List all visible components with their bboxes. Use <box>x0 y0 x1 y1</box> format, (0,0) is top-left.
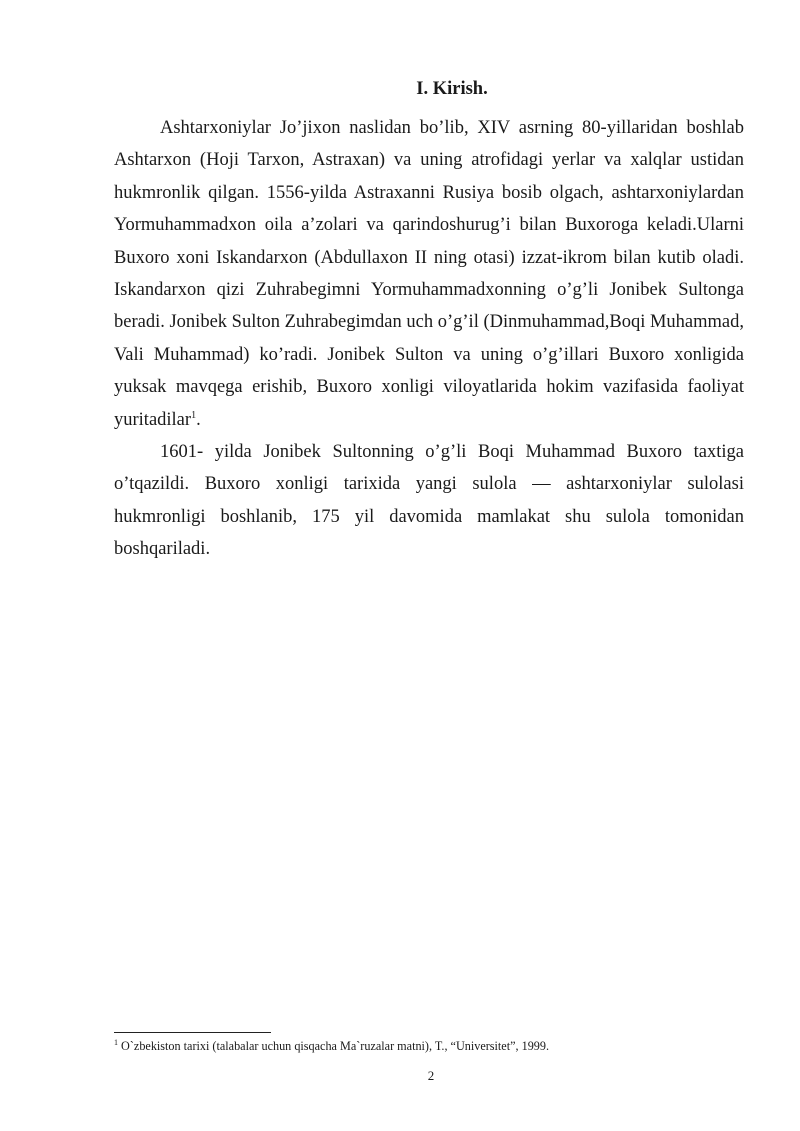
page-number: 2 <box>427 1068 435 1083</box>
paragraph-1-text: Ashtarxoniylar Jo’jixon naslidan bo’lib, XIV asrning 80-yillaridan boshlab Ashtarxon (Hoji Tarxon, Astraxan) va uning atrofidagi yerlar va xalqlar ustidan hukmronlik qilgan. 1556-yilda Astraxanni Rusiya bosib olgach, ashtarxoniylardan Yormuhammadxon oila a’zolari va qarindoshurug’i bilan Buxoroga keladi.Ularni Buxoro xoni Iskandarxon (Abdullaxon II ning otasi) izzat-ikrom bilan kutib oladi. Iskandarxon qizi Zuhrabegimni Yormuhammadxonning o’g’li Jonibek Sultonga beradi. Jonibek Sulton Zuhrabegimdan uch o’g’il (Dinmuhammad,Boqi Muhammad, Vali Muhammad) ko’radi. Jonibek Sulton va uning o’g’illari Buxoro xonligida yuksak mavqega erishib, Buxoro xonligi viloyatlarida hokim vazifasida faoliyat yuritadilar <box>114 118 744 430</box>
footnote-marker: 1 <box>114 1037 118 1047</box>
footnote-separator <box>114 1032 271 1033</box>
footnote-reference: 1 <box>191 409 197 421</box>
paragraph-2 <box>114 436 744 566</box>
body-text <box>114 112 744 566</box>
paragraph-1-end: . <box>196 409 201 430</box>
section-heading: I. Kirish. <box>416 79 488 99</box>
footnote-text: O`zbekiston tarixi (talabalar uchun qisqacha Ma`ruzalar matni), T., “Universitet”, 1999. <box>118 1039 550 1053</box>
paragraph-2-text: 1601- yilda Jonibek Sultonning o’g’li Boqi Muhammad Buxoro taxtiga o’tqazildi. Buxoro xonligi tarixida yangi sulola — ashtarxoniylar sulolasi hukmronligi boshlanib, 175 yil davomida mamlakat shu sulola tomonidan boshqariladi. <box>114 442 744 560</box>
paragraph-1 <box>114 112 744 436</box>
footnote <box>114 1038 754 1054</box>
